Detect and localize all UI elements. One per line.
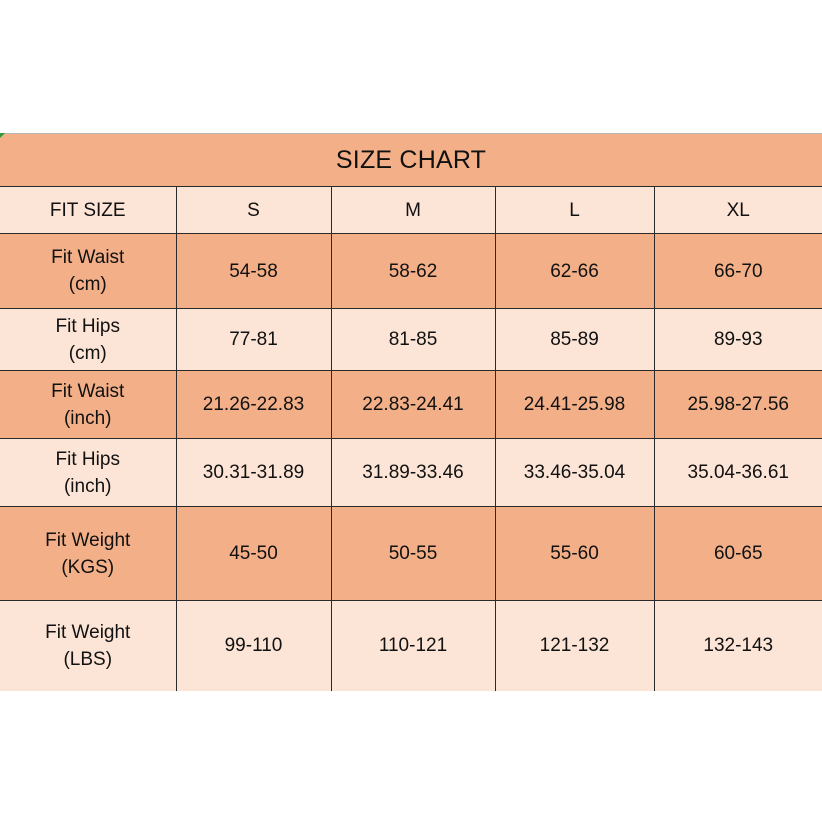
table-cell: 58-62 xyxy=(331,234,495,309)
table-cell: 55-60 xyxy=(495,507,654,601)
table-row xyxy=(0,439,822,507)
table-cell: 89-93 xyxy=(654,309,822,371)
row-label-line2: (inch) xyxy=(63,407,112,429)
table-cell: 60-65 xyxy=(654,507,822,601)
table-cell: 45-50 xyxy=(176,507,331,601)
header-row xyxy=(0,187,822,234)
table-cell: 33.46-35.04 xyxy=(495,439,654,507)
table-row xyxy=(0,234,822,309)
table-cell: 21.26-22.83 xyxy=(176,371,331,439)
row-label-line2: (inch) xyxy=(63,475,112,497)
row-label-line2: (LBS) xyxy=(63,648,113,670)
row-label-line1: Fit Hips xyxy=(55,315,120,337)
row-label xyxy=(0,309,176,371)
size-m-header: M xyxy=(331,187,495,234)
row-label-line2: (cm) xyxy=(68,342,107,364)
row-label xyxy=(0,439,176,507)
row-label-line1: Fit Waist xyxy=(51,380,125,402)
row-label xyxy=(0,601,176,691)
row-label xyxy=(0,234,176,309)
row-label-line1: Fit Hips xyxy=(55,448,120,470)
table-cell: 50-55 xyxy=(331,507,495,601)
table-cell: 30.31-31.89 xyxy=(176,439,331,507)
table-cell: 35.04-36.61 xyxy=(654,439,822,507)
table-cell: 31.89-33.46 xyxy=(331,439,495,507)
table-cell: 22.83-24.41 xyxy=(331,371,495,439)
table-cell: 77-81 xyxy=(176,309,331,371)
table-cell: 66-70 xyxy=(654,234,822,309)
size-s-header: S xyxy=(176,187,331,234)
chart-title: SIZE CHART xyxy=(0,134,822,187)
size-chart-table xyxy=(0,133,822,691)
table-cell: 85-89 xyxy=(495,309,654,371)
size-xl-header: XL xyxy=(654,187,822,234)
row-label-line1: Fit Waist xyxy=(51,247,125,268)
table-cell: 99-110 xyxy=(176,601,331,691)
size-l-header: L xyxy=(495,187,654,234)
row-label xyxy=(0,371,176,439)
table-cell: 24.41-25.98 xyxy=(495,371,654,439)
table-cell: 81-85 xyxy=(331,309,495,371)
corner-marker xyxy=(0,133,5,138)
table-cell: 132-143 xyxy=(654,601,822,691)
table-row xyxy=(0,309,822,371)
row-label-line2: (cm) xyxy=(68,274,107,295)
table-row xyxy=(0,371,822,439)
table-cell: 54-58 xyxy=(176,234,331,309)
table-cell: 121-132 xyxy=(495,601,654,691)
row-label-line1: Fit Weight xyxy=(45,621,131,643)
table-row xyxy=(0,601,822,691)
table-row xyxy=(0,507,822,601)
size-chart xyxy=(0,133,822,690)
row-label-line2: (KGS) xyxy=(61,556,115,578)
table-cell: 62-66 xyxy=(495,234,654,309)
header-label: FIT SIZE xyxy=(0,187,176,234)
table-cell: 110-121 xyxy=(331,601,495,691)
table-cell: 25.98-27.56 xyxy=(654,371,822,439)
row-label-line1: Fit Weight xyxy=(45,529,131,551)
row-label xyxy=(0,507,176,601)
